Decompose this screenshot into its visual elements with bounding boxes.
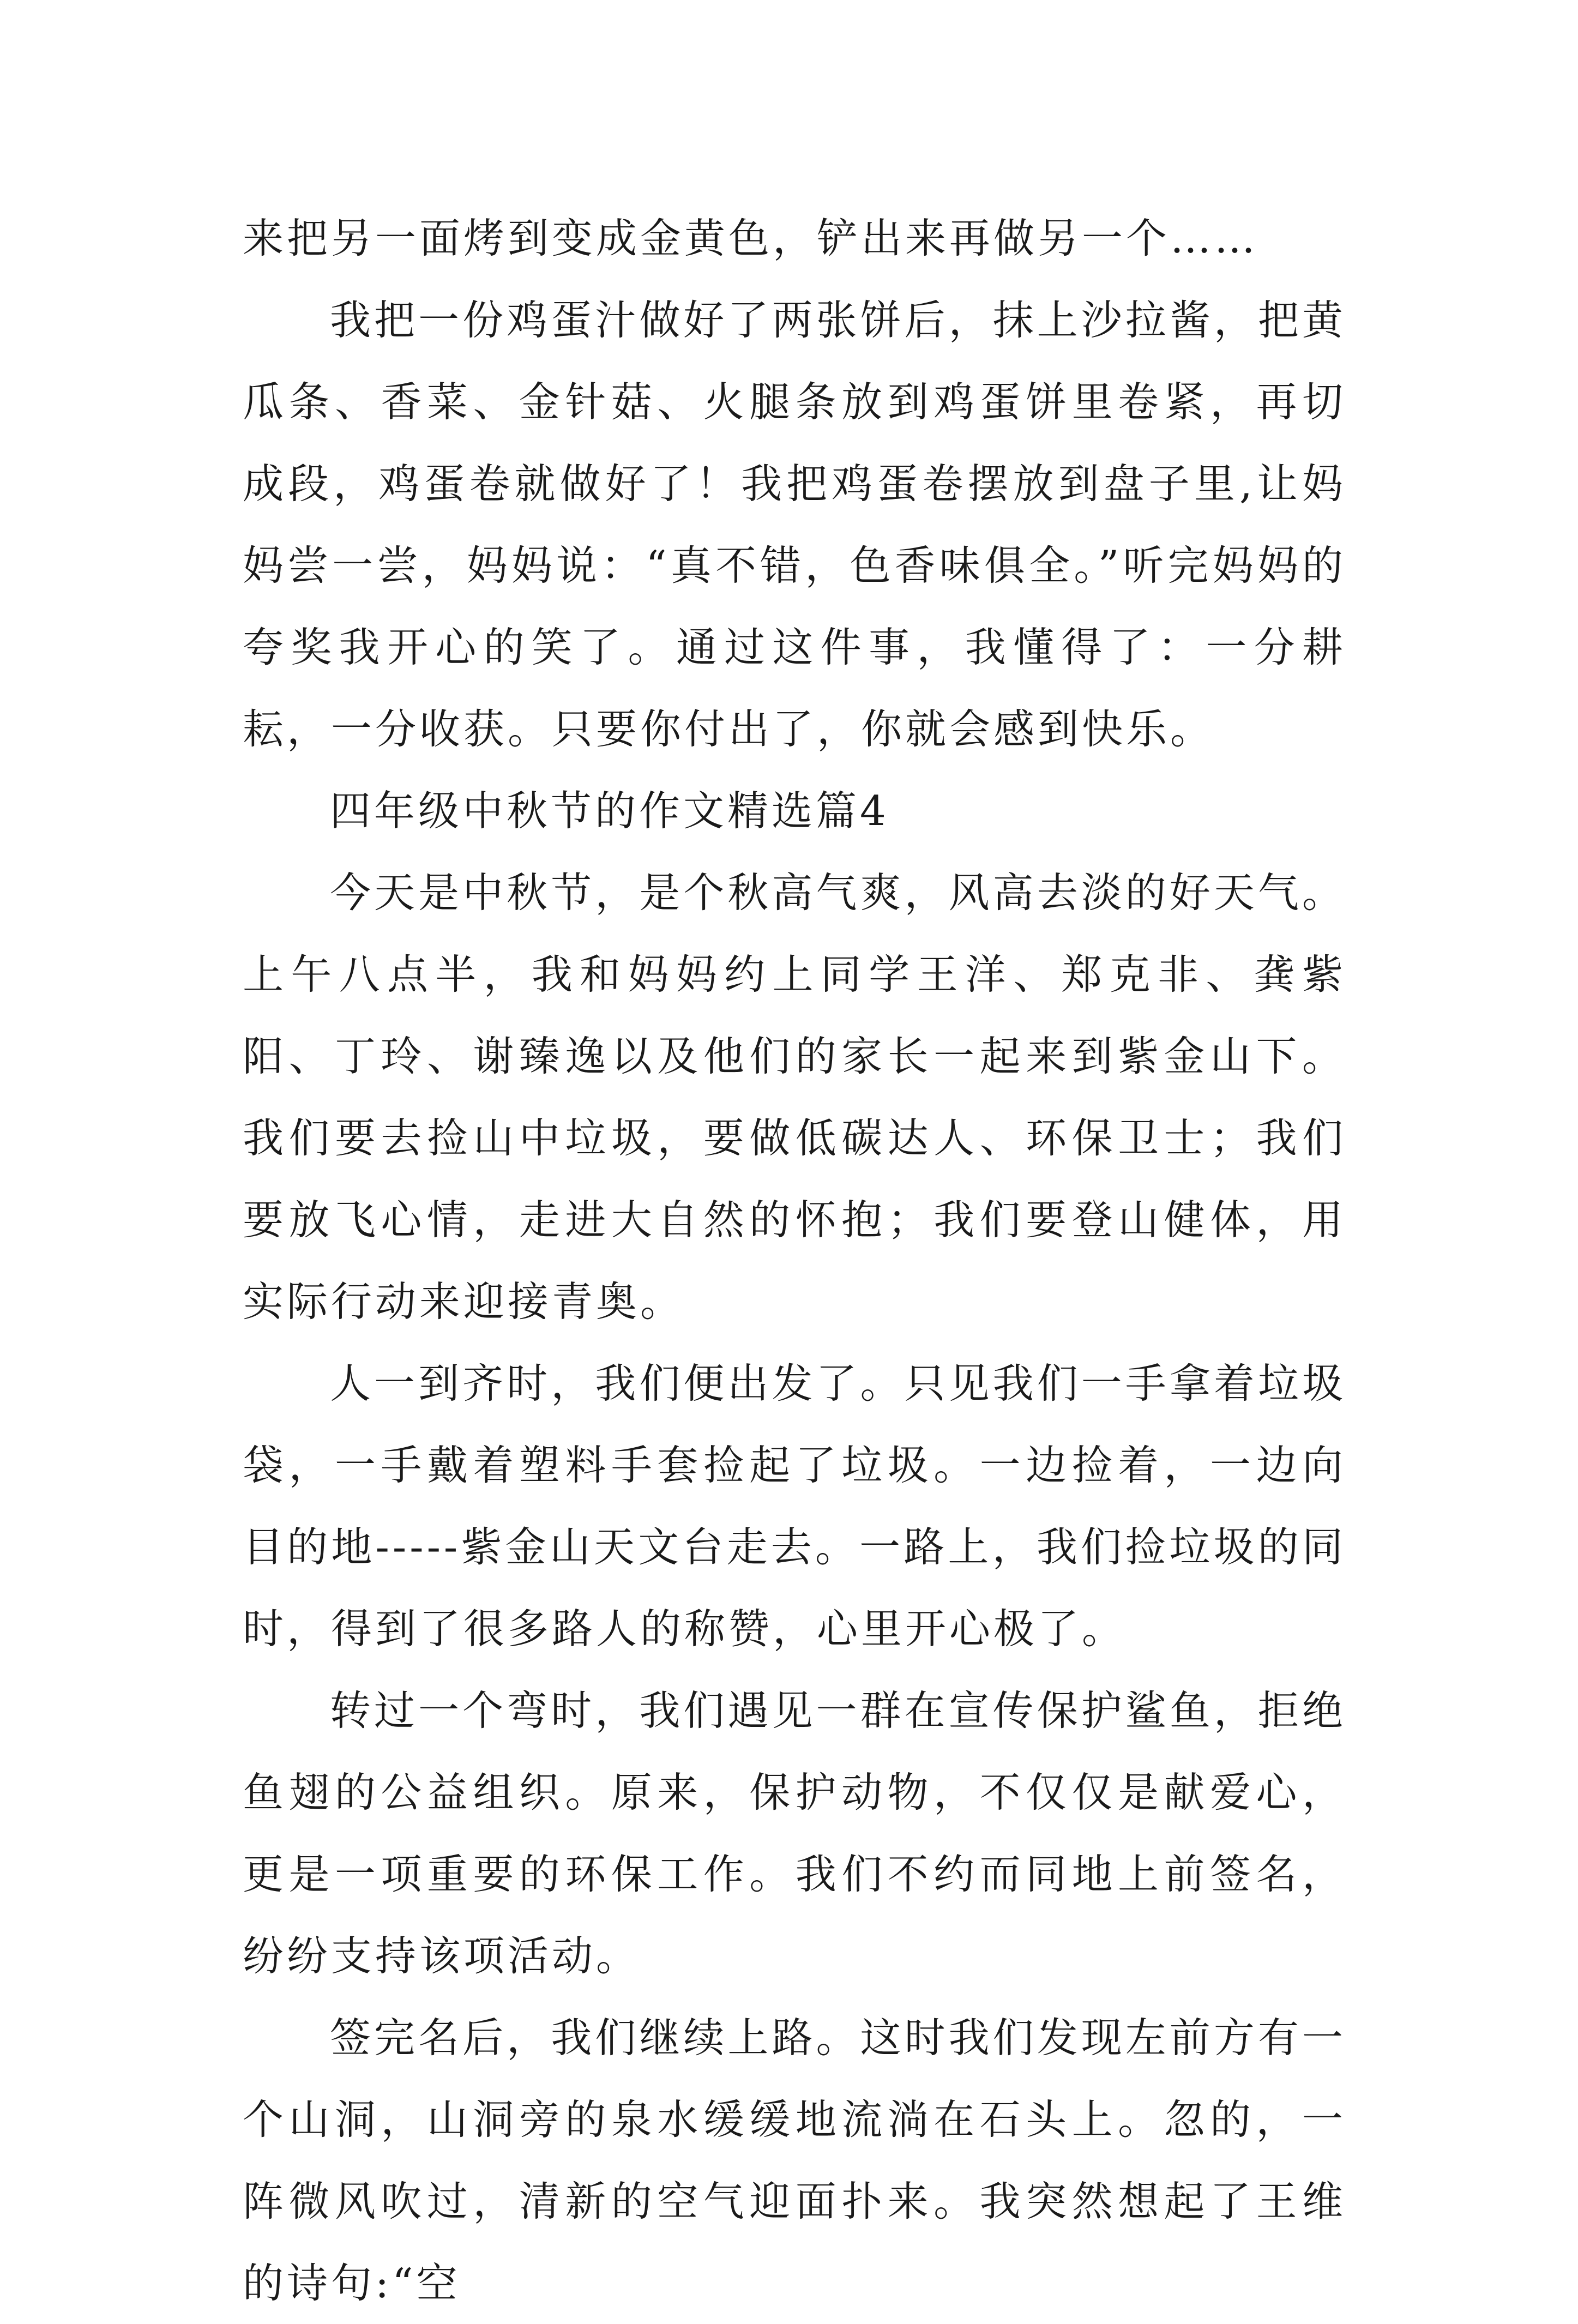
paragraph-shark-protection: 转过一个弯时，我们遇见一群在宣传保护鲨鱼，拒绝鱼翅的公益组织。原来，保护动物，不仅仅是献爱心，更是一项重要的环保工作。我们不约而同地上前签名，纷纷支持该项活动。: [243, 1687, 1346, 1980]
document-body: [243, 197, 1346, 2324]
paragraph-mid-autumn-intro: 今天是中秋节，是个秋高气爽，风高去淡的好天气。上午八点半，我和妈妈约上同学王洋、郑克非、龚紫阳、丁玲、谢臻逸以及他们的家长一起来到紫金山下。我们要去捡山中垃圾，要做低碳达人、环保卫士；我们要放飞心情，走进大自然的怀抱；我们要登山健体，用实际行动来迎接青奥。: [243, 869, 1346, 1326]
paragraph-set-off: 人一到齐时，我们便出发了。只见我们一手拿着垃圾袋，一手戴着塑料手套捡起了垃圾。一边捡着，一边向目的地-----紫金山天文台走去。一路上，我们捡垃圾的同时，得到了很多路人的称赞，心里开心极了。: [243, 1359, 1346, 1653]
paragraph-continuation: 来把另一面烤到变成金黄色，铲出来再做另一个……: [243, 214, 1259, 262]
section-heading: 四年级中秋节的作文精选篇4: [330, 787, 889, 835]
paragraph-egg-roll: 我把一份鸡蛋汁做好了两张饼后，抹上沙拉酱，把黄瓜条、香菜、金针菇、火腿条放到鸡蛋饼里卷紧，再切成段，鸡蛋卷就做好了！我把鸡蛋卷摆放到盘子里,让妈妈尝一尝，妈妈说：“真不错，色香味俱全。”听完妈妈的夸奖我开心的笑了。通过这件事，我懂得了：一分耕耘，一分收获。只要你付出了，你就会感到快乐。: [243, 296, 1346, 753]
paragraph-cave: 签完名后，我们继续上路。这时我们发现左前方有一个山洞，山洞旁的泉水缓缓地流淌在石头上。忽的，一阵微风吹过，清新的空气迎面扑来。我突然想起了王维的诗句:“空: [243, 2014, 1346, 2307]
